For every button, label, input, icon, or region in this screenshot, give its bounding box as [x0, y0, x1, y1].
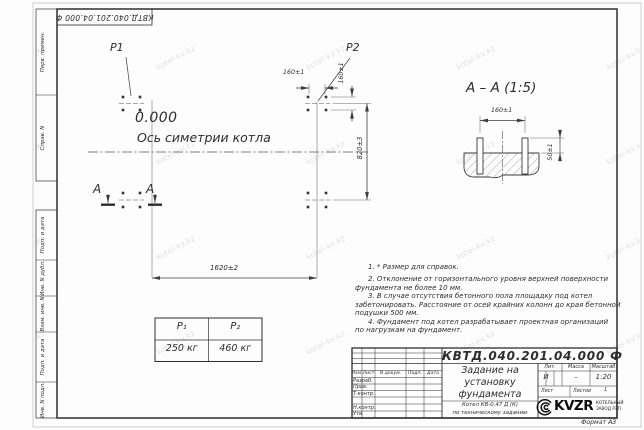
mass-header: Масса	[568, 363, 584, 370]
side-label-inv-dubl: Инв. N дубл.	[40, 260, 46, 296]
section-dim-160: 160±1	[491, 107, 513, 114]
side-label-podp-data-1: Подп. и дата	[40, 216, 46, 254]
rev-header-date: Дата	[427, 370, 439, 376]
lit-header: Лит.	[544, 363, 556, 370]
load-table-value-p2: 460 кг	[219, 343, 252, 354]
anchor-bolt	[477, 138, 483, 174]
dim-820: 820±3	[356, 136, 364, 160]
rev-header-sign: Подп.	[408, 370, 422, 376]
rev-header-doc: N докум.	[379, 370, 402, 376]
section-letter-left: А	[93, 182, 102, 196]
doc-subtitle-line1: Котел КВ-0,47 Д (К)	[462, 402, 518, 408]
dim-1620: 1620±2	[210, 264, 239, 272]
side-label-vzam-inv: Взам. инв. N	[40, 296, 46, 332]
role-prov: Пров.	[353, 384, 368, 390]
boiler-axis-label: Ось симетрии котла	[137, 130, 271, 145]
scale-header: Масштаб	[591, 363, 616, 370]
company-name-line2: ЗАВОД РЭП	[596, 406, 621, 411]
note-line: фундамента не более 10 мм.	[355, 283, 463, 292]
note-line: по нагрузкам на фундамент.	[355, 326, 463, 334]
mass-value: –	[574, 372, 578, 381]
role-tkontr: Т.контр.	[353, 390, 375, 397]
note-line: 3. В случае отсутствия бетонного пола площадку под котел	[368, 292, 593, 300]
kvzr-logo-text: KVZR	[554, 397, 594, 414]
role-utv: Утв.	[353, 411, 364, 418]
anchor-bolt	[522, 138, 528, 174]
role-nkontr: Н.контр.	[353, 404, 376, 411]
note-line: 4. Фундамент под котел разрабатывает проектная организаций	[368, 317, 609, 326]
side-label-perv-primen: Перв. примен.	[40, 31, 46, 73]
doc-subtitle-line2: по техническому заданию	[452, 409, 528, 416]
rev-header-izm: Изм.	[351, 370, 363, 376]
section-letter-right: А	[146, 182, 155, 196]
company-name-line1: КОТЕЛЬНЫЙ	[596, 400, 624, 405]
side-label-podp-data-2: Подп. и дата	[40, 338, 46, 376]
title-block-designation: КВТД.040.201.04.000 Ф	[442, 349, 623, 363]
dim-160-horizontal: 160±1	[283, 69, 305, 76]
sheet-label: Лист	[541, 388, 554, 394]
load-table-header-p1: P₁	[176, 321, 187, 332]
side-label-sprav-n: Справ. N	[40, 125, 46, 151]
section-dim-50: 50±1	[547, 143, 554, 161]
role-razrab: Разраб.	[353, 377, 373, 384]
sheets-label: Листов	[573, 388, 591, 394]
load-table-value-p1: 250 кг	[165, 343, 198, 354]
lit-value: И	[543, 372, 549, 381]
rev-header-list: Лист	[362, 370, 375, 376]
format-label: Формат А3	[581, 418, 617, 426]
sheets-value: 1	[604, 387, 608, 393]
load-point-p2-label: P2	[346, 41, 360, 54]
note-line: забетонировать. Расстояние от осей крайних колонн до края бетонной	[355, 300, 621, 309]
doc-title-line2: установку	[464, 377, 516, 388]
note-line: 2. Отклонение от горизонтального уровня верхней поверхности	[368, 275, 609, 283]
section-view-label: А – А (1:5)	[466, 80, 537, 96]
top-designation: КВТД.040.201.04.000 Ф	[55, 12, 154, 22]
scale-value: 1:20	[595, 372, 612, 381]
load-table-header-p2: P₂	[230, 321, 241, 332]
load-point-p1-label: P1	[110, 41, 124, 54]
level-mark: 0.000	[135, 110, 178, 126]
doc-title-line1: Задание на	[461, 365, 519, 376]
dim-160-vertical: 160±1	[338, 62, 345, 84]
note-line: подушки 500 мм.	[355, 309, 419, 317]
doc-title-line3: фундамента	[458, 389, 522, 400]
side-label-inv-podl: Инв. N подл.	[40, 382, 46, 418]
note-line: 1. * Размер для справок.	[368, 263, 459, 271]
